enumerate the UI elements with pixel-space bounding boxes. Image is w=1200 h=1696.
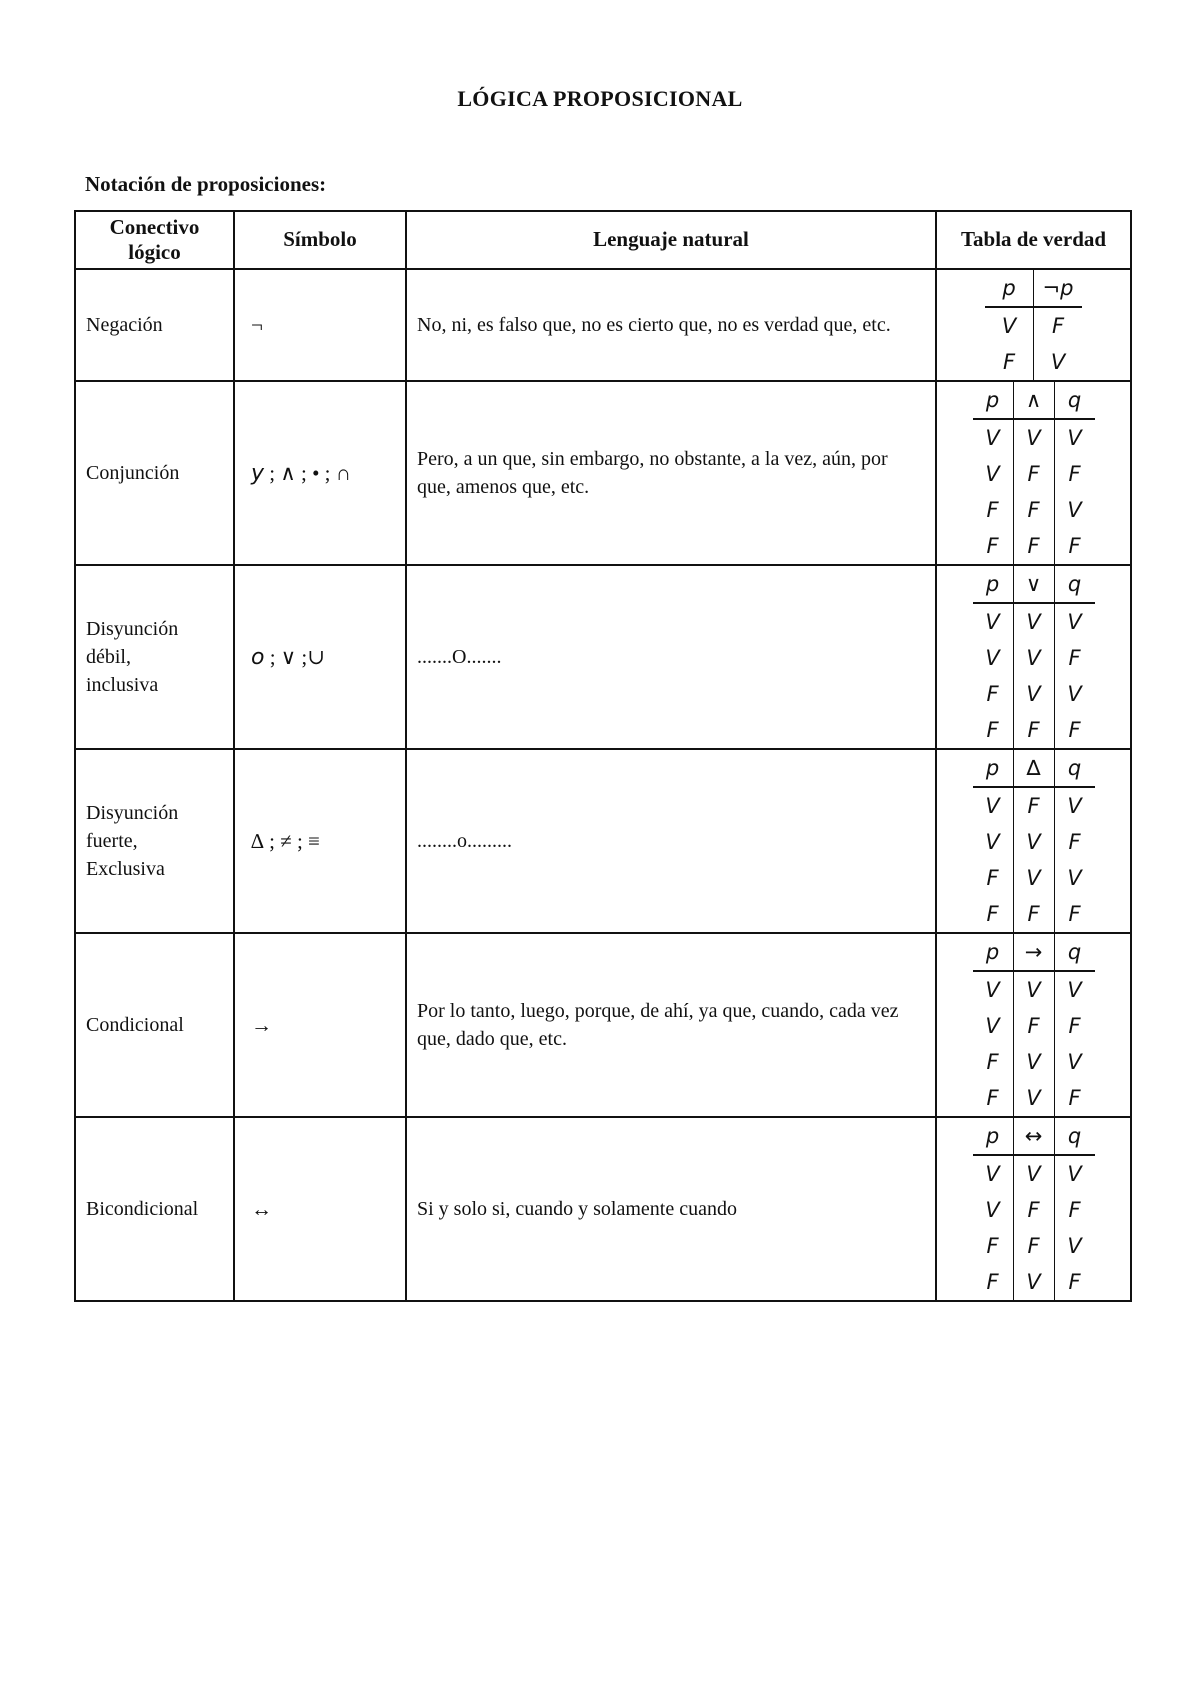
connective-name [75,565,234,749]
table-row [75,565,1131,749]
truth-table-row [973,492,1095,528]
truth-table [985,270,1082,380]
table-row [75,933,1131,1117]
truth-value: V [985,1197,1000,1222]
truth-table-row [985,344,1082,380]
symbol-text: → [251,1012,272,1037]
truth-table-row [973,456,1095,492]
truth-table-row [985,307,1082,344]
truth-value: V [985,609,1000,634]
connective-symbol [234,749,406,933]
symbol-variable: y [251,460,265,486]
natural-language-text: No, ni, es falso que, no es cierto que, no es verdad que, etc. [406,269,936,381]
truth-value: F [1013,1228,1054,1264]
truth-table-cell [936,933,1131,1117]
truth-value: F [1054,456,1095,492]
connective-name [75,381,234,565]
truth-value: F [1013,1008,1054,1044]
connective-name [75,933,234,1117]
truth-table-header [973,566,1095,603]
truth-value: F [986,681,999,706]
truth-header-cell: p [985,270,1034,307]
header-connective-label: Conectivo lógico [109,214,200,264]
truth-table-row [973,640,1095,676]
truth-value: V [985,645,1000,670]
truth-table-cell [936,1117,1131,1301]
truth-table-cell [936,381,1131,565]
truth-value: F [986,1233,999,1258]
connective-name-line: Exclusiva [86,858,165,880]
truth-value: F [1013,492,1054,528]
natural-language-text: Pero, a un que, sin embargo, no obstante, a la vez, aún, por que, amenos que, etc. [406,381,936,565]
connectives-table [74,210,1132,1302]
natural-language-text: Si y solo si, cuando y solamente cuando [406,1117,936,1301]
connective-name-line: Negación [86,314,163,336]
truth-table-header [973,1118,1095,1155]
connective-name-line: Disyunción [86,802,179,824]
truth-value: F [1054,640,1095,676]
truth-value: F [986,1269,999,1294]
truth-value: V [985,1161,1000,1186]
truth-value: V [1013,971,1054,1008]
truth-value: V [1054,1228,1095,1264]
truth-table-row [973,787,1095,824]
truth-header-cell: q [1054,1118,1095,1155]
truth-value: F [986,1085,999,1110]
truth-table-row [973,824,1095,860]
truth-value: F [1013,1192,1054,1228]
connective-name-line: débil, [86,646,131,668]
connective-name [75,269,234,381]
truth-header-cell: p [973,566,1014,603]
truth-table [973,934,1095,1116]
connective-name-line: inclusiva [86,674,159,696]
truth-table-row [973,1228,1095,1264]
symbol-text: ; ∧ ; • ; ∩ [264,460,351,485]
truth-value: V [985,425,1000,450]
truth-value: V [1013,1155,1054,1192]
table-row [75,381,1131,565]
truth-value: V [1013,1080,1054,1116]
truth-table-header [985,270,1082,307]
truth-table-row [973,971,1095,1008]
truth-header-cell: q [1054,382,1095,419]
truth-value: V [1054,492,1095,528]
truth-header-cell: ∨ [1013,566,1054,603]
truth-table-row [973,1080,1095,1116]
truth-value: V [1001,313,1017,338]
truth-value: V [1013,603,1054,640]
truth-header-cell: p [973,1118,1014,1155]
truth-value: V [1034,344,1083,380]
truth-table-header [973,382,1095,419]
truth-value: V [985,977,1000,1002]
header-truth-table: Tabla de verdad [936,211,1131,269]
truth-header-cell: p [973,750,1014,787]
truth-table-cell [936,269,1131,381]
truth-value: F [1054,896,1095,932]
table-row [75,749,1131,933]
truth-value: V [1054,419,1095,456]
truth-value: V [985,1013,1000,1038]
truth-value: V [1054,1044,1095,1080]
truth-value: F [1054,1008,1095,1044]
symbol-text: ; ∨ ;∪ [264,644,325,669]
connective-name-line: Bicondicional [86,1198,199,1220]
symbol-text: ¬ [251,312,263,337]
truth-header-cell: q [1054,566,1095,603]
truth-table-row [973,1008,1095,1044]
natural-language-text: ........o......... [406,749,936,933]
truth-table-row [973,860,1095,896]
table-row [75,269,1131,381]
truth-table-row [973,1192,1095,1228]
table-row [75,1117,1131,1301]
truth-header-cell: → [1013,934,1054,971]
truth-value: V [1013,419,1054,456]
truth-header-cell: p [973,934,1014,971]
connective-symbol [234,269,406,381]
truth-header-cell: p [973,382,1014,419]
truth-value: F [1002,349,1016,374]
connective-name [75,1117,234,1301]
header-natural-language: Lenguaje natural [406,211,936,269]
truth-value: V [985,793,1000,818]
truth-value: V [1054,787,1095,824]
truth-value: F [986,717,999,742]
truth-header-cell: ∧ [1013,382,1054,419]
truth-value: F [1013,712,1054,748]
truth-value: V [1013,1264,1054,1300]
truth-value: V [1054,971,1095,1008]
header-connective [75,211,234,269]
truth-table-cell [936,749,1131,933]
truth-table [973,382,1095,564]
truth-value: F [1013,528,1054,564]
connective-symbol [234,933,406,1117]
truth-value: V [985,829,1000,854]
page-title: LÓGICA PROPOSICIONAL [457,86,743,111]
truth-value: F [986,497,999,522]
truth-value: V [1013,676,1054,712]
truth-value: F [1054,528,1095,564]
truth-value: F [1013,456,1054,492]
connective-name-line: Disyunción [86,618,179,640]
truth-value: V [1013,640,1054,676]
truth-value: F [1054,712,1095,748]
truth-table [973,750,1095,932]
truth-value: V [1054,1155,1095,1192]
natural-language-text: Por lo tanto, luego, porque, de ahí, ya que, cuando, cada vez que, dado que, etc. [406,933,936,1117]
truth-value: F [1054,824,1095,860]
truth-value: F [1054,1264,1095,1300]
truth-header-cell: ∆ [1013,750,1054,787]
truth-table-row [973,676,1095,712]
truth-value: F [1013,896,1054,932]
connective-symbol [234,381,406,565]
truth-table-row [973,1264,1095,1300]
truth-table-cell [936,565,1131,749]
truth-header-cell: ↔ [1013,1118,1054,1155]
truth-value: V [1013,1044,1054,1080]
truth-table-row [973,712,1095,748]
truth-header-cell: ¬p [1034,270,1083,307]
truth-table-row [973,603,1095,640]
truth-header-cell: q [1054,934,1095,971]
truth-value: V [1054,676,1095,712]
truth-value: V [1013,824,1054,860]
truth-table-row [973,419,1095,456]
truth-table-row [973,896,1095,932]
symbol-text: ↔ [251,1196,272,1221]
truth-table [973,1118,1095,1300]
truth-table-row [973,1044,1095,1080]
truth-value: V [1054,603,1095,640]
natural-language-text: .......O....... [406,565,936,749]
truth-table-header [973,750,1095,787]
header-symbol: Símbolo [234,211,406,269]
truth-table-row [973,1155,1095,1192]
truth-value: F [986,865,999,890]
truth-value: F [1054,1080,1095,1116]
truth-value: V [1013,860,1054,896]
connective-symbol [234,1117,406,1301]
connective-name-line: fuerte, [86,830,138,852]
truth-table-header [973,934,1095,971]
truth-header-cell: q [1054,750,1095,787]
truth-value: F [986,533,999,558]
symbol-text: ∆ ; ≠ ; ≡ [251,828,320,853]
symbol-variable: o [251,644,265,670]
truth-value: F [1054,1192,1095,1228]
truth-value: F [986,1049,999,1074]
truth-value: V [1054,860,1095,896]
table-header-row [75,211,1131,269]
truth-value: F [1013,787,1054,824]
truth-value: V [985,461,1000,486]
truth-value: F [986,901,999,926]
connective-name-line: Conjunción [86,462,180,484]
truth-table [973,566,1095,748]
connective-symbol [234,565,406,749]
section-heading: Notación de proposiciones: [85,172,327,196]
truth-value: F [1034,307,1083,344]
connective-name-line: Condicional [86,1014,184,1036]
connective-name [75,749,234,933]
truth-table-row [973,528,1095,564]
